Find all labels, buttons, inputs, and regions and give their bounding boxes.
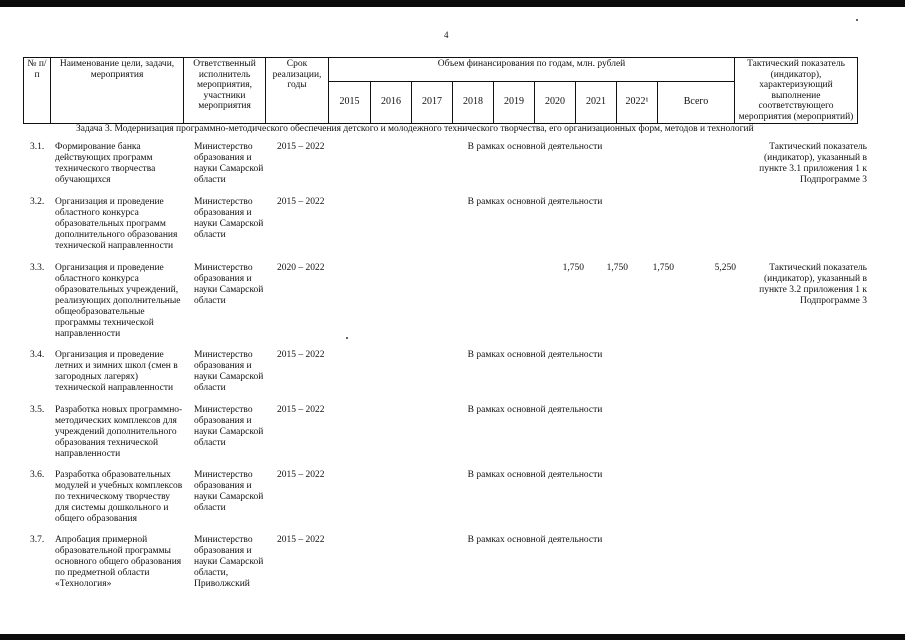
row-term: 2020 – 2022: [277, 263, 325, 273]
row-num: 3.3.: [30, 263, 45, 273]
row-num: 3.7.: [30, 535, 45, 545]
row-num: 3.5.: [30, 405, 45, 415]
header-year: 2017: [412, 82, 453, 124]
header-total: Всего: [658, 82, 735, 124]
row-name: Организация и проведение областного конкурса образовательных программ дополнительного образования технической направленности: [55, 197, 178, 251]
row-value-2022: 1,750: [652, 263, 674, 273]
header-year: 2021: [576, 82, 617, 124]
header-funding: Объем финансирования по годам, млн. рублей: [329, 58, 735, 82]
row-term: 2015 – 2022: [277, 142, 325, 152]
row-term: 2015 – 2022: [277, 470, 325, 480]
row-responsible: Министерство образования и науки Самарской области: [194, 263, 264, 306]
row-name: Апробация примерной образовательной программы основного общего образования по предметной области «Технология»: [55, 535, 182, 589]
row-responsible: Министерство образования и науки Самарской области: [194, 142, 264, 185]
header-year: 2018: [453, 82, 494, 124]
header-year: 2015: [329, 82, 371, 124]
row-term: 2015 – 2022: [277, 197, 325, 207]
table-header: [23, 57, 858, 124]
task-title: Задача 3. Модернизация программно-методического обеспечения детского и молодежного технического творчества, его организационных форм, методов и технологий: [76, 124, 754, 134]
page-number: 4: [444, 30, 449, 40]
row-responsible: Министерство образования и науки Самарской области: [194, 197, 264, 240]
row-num: 3.6.: [30, 470, 45, 480]
row-num: 3.2.: [30, 197, 45, 207]
row-funding-text: В рамках основной деятельности: [467, 197, 603, 207]
scan-speck: [856, 19, 858, 21]
header-indicator: Тактический показатель (индикатор), характеризующий выполнение соответствующего мероприятия (мероприятий): [735, 58, 858, 124]
header-year: 2022¹: [617, 82, 658, 124]
row-funding-text: В рамках основной деятельности: [467, 350, 603, 360]
row-funding-text: В рамках основной деятельности: [467, 470, 603, 480]
header-num: № п/п: [24, 58, 51, 124]
row-responsible: Министерство образования и науки Самарской области, Приволжский: [194, 535, 264, 589]
bottom-scan-border: [0, 634, 905, 640]
row-responsible: Министерство образования и науки Самарской области: [194, 350, 264, 393]
scan-speck: [346, 337, 348, 339]
row-term: 2015 – 2022: [277, 350, 325, 360]
row-term: 2015 – 2022: [277, 535, 325, 545]
row-value-2021: 1,750: [606, 263, 628, 273]
row-term: 2015 – 2022: [277, 405, 325, 415]
header-name: Наименование цели, задачи, мероприятия: [51, 58, 184, 124]
row-value-2020: 1,750: [562, 263, 584, 273]
header-year: 2020: [535, 82, 576, 124]
row-indicator: Тактический показатель (индикатор), указанный в пункте 3.2 приложения 1 к Подпрограмме 3: [759, 263, 867, 306]
top-scan-border: [0, 0, 905, 7]
row-name: Организация и проведение областного конкурса образовательных учреждений, реализующих дополнительные общеобразовательные программы технической направленности: [55, 263, 181, 339]
row-num: 3.1.: [30, 142, 45, 152]
header-term: Срок реализации, годы: [266, 58, 329, 124]
row-num: 3.4.: [30, 350, 45, 360]
row-funding-text: В рамках основной деятельности: [467, 535, 603, 545]
header-year: 2016: [371, 82, 412, 124]
row-funding-text: В рамках основной деятельности: [467, 142, 603, 152]
row-name: Разработка новых программно-методических комплексов для учреждений дополнительного образования технической направленности: [55, 405, 183, 459]
header-responsible: Ответственный исполнитель мероприятия, участники мероприятия: [184, 58, 266, 124]
row-name: Организация и проведение летних и зимних школ (смен в загородных лагерях) технической направленности: [55, 350, 178, 393]
header-year: 2019: [494, 82, 535, 124]
row-responsible: Министерство образования и науки Самарской области: [194, 405, 264, 448]
row-value-total: 5,250: [714, 263, 736, 273]
row-name: Разработка образовательных модулей и учебных комплексов по техническому творчеству для системы дошкольного и общего образования: [55, 470, 183, 524]
row-responsible: Министерство образования и науки Самарской области: [194, 470, 264, 513]
row-name: Формирование банка действующих программ технического творчества обучающихся: [55, 142, 156, 185]
row-indicator: Тактический показатель (индикатор), указанный в пункте 3.1 приложения 1 к Подпрограмме 3: [759, 142, 867, 185]
row-funding-text: В рамках основной деятельности: [467, 405, 603, 415]
